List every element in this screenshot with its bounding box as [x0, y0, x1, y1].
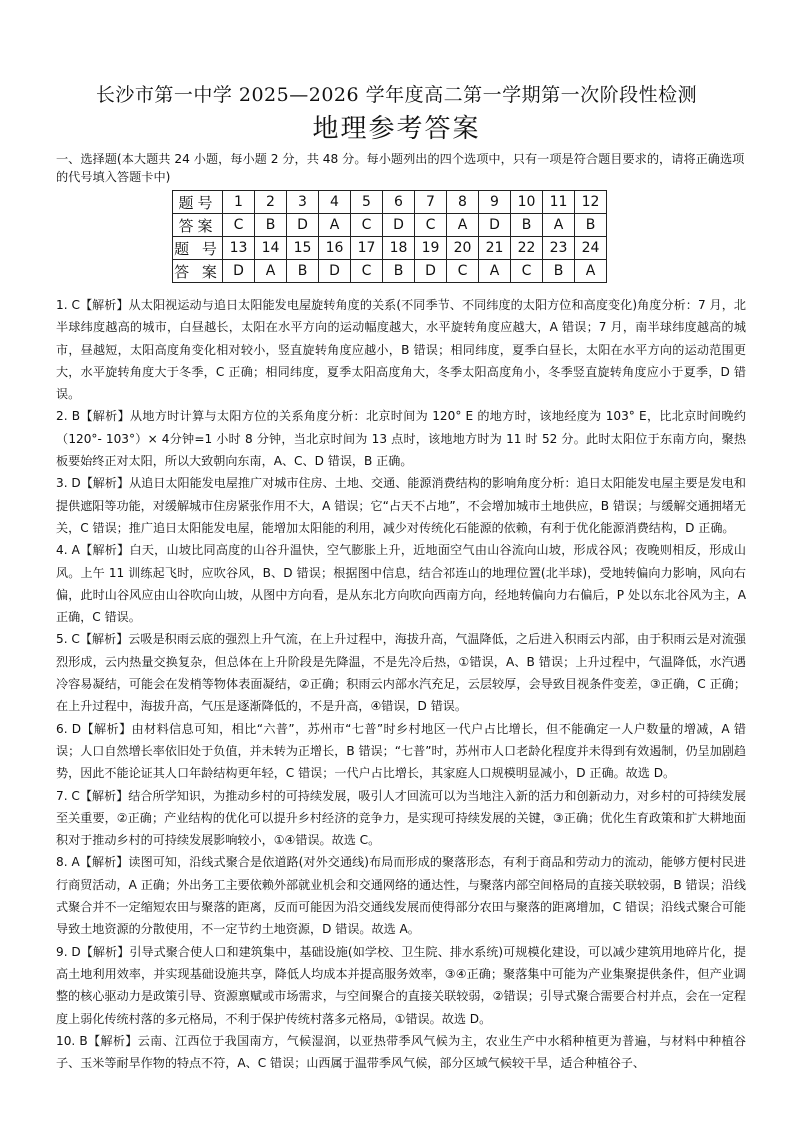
answer-table-cell: A: [543, 214, 575, 237]
answer-table-cell: B: [543, 260, 575, 283]
answer-table-row: [173, 260, 607, 283]
answer-table-cell: A: [479, 260, 511, 283]
explanation-item: 7. C【解析】结合所学知识，为推动乡村的可持续发展，吸引人才回流可以为当地注入新的活力和创新动力，对乡村的可持续发展至关重要，②正确；产业结构的优化可以提升乡村经济的竞争力，是实现可持续发展的关键，③正确；优化生育政策和扩大耕地面积对于推动乡村的可持续发展影响较小，①④错误。故选 C。: [56, 788, 746, 848]
answer-table-row: [173, 237, 607, 260]
answer-table-cell: A: [319, 214, 351, 237]
answer-table-cell: 8: [447, 191, 479, 214]
answer-table-row-label: 答 案: [173, 260, 223, 283]
explanation-item: 8. A【解析】读图可知，沿线式聚合是依道路(对外交通线)布局而形成的聚落形态，有利于商品和劳动力的流动，能够方便村民进行商贸活动，A 正确；外出务工主要依赖外部就业机会和交通网络的通达性，与聚落内部空间格局的直接关联较弱，B 错误；沿线式聚合并不一定缩短农田与聚落的距离，反而可能因为沿交通线发展而使得部分农田与聚落的距离增加，C 错误；沿线式聚合可能导致土地资源的分散使用，不一定节约土地资源，D 错误。故选 A。: [56, 855, 746, 937]
answer-table-cell: D: [287, 214, 319, 237]
answer-table-row-label: 题号: [173, 191, 223, 214]
explanation-item: 10. B【解析】云南、江西位于我国南方，气候湿润，以亚热带季风气候为主，农业生产中水稻种植更为普遍，与材料中种植谷子、玉米等耐旱作物的特点不符，A、C 错误；山西属于温带季风气候，部分区域气候较干旱，适合种植谷子、: [56, 1033, 746, 1071]
explanation-item: 1. C【解析】从太阳视运动与追日太阳能发电屋旋转角度的关系(不同季节、不同纬度的太阳方位和高度变化)角度分析：7 月，北半球纬度越高的城市，白昼越长，太阳在水平方向的运动幅度越大，水平旋转角度应越大，A 错误；7 月，南半球纬度越高的城市，昼越短，太阳高度角变化相对较小，竖直旋转角度应越小，B 错误；相同纬度，夏季白昼长，太阳在水平方向的运动范围更大，水平旋转角度大于冬季，C 正确；相同纬度，夏季太阳高度角大，冬季太阳高度角小，冬季竖直旋转角度应小于夏季，D 错误。: [56, 298, 746, 402]
answer-table-cell: D: [383, 214, 415, 237]
answer-table-cell: B: [511, 214, 543, 237]
answer-table-cell: 20: [447, 237, 479, 260]
answer-table-cell: D: [223, 260, 255, 283]
answer-table-cell: 23: [543, 237, 575, 260]
explanations-list: [56, 294, 746, 1074]
answer-table-cell: C: [351, 260, 383, 283]
answer-table-cell: B: [287, 260, 319, 283]
answer-table-cell: 12: [575, 191, 607, 214]
explanation-item: 5. C【解析】云吸是积雨云底的强烈上升气流，在上升过程中，海拔升高，气温降低，之后进入积雨云内部，由于积雨云是对流强烈形成，云内热量交换复杂，但总体在上升阶段是先降温，不是先冷后热，①错误，A、B 错误；上升过程中，气温降低，水汽遇冷容易凝结，可能会在发梢等物体表面凝结，②正确；积雨云内部水汽充足，云层较厚，会导致目视条件变差，③正确，C 正确；在上升过程中，海拔升高，气压是逐渐降低的，不是升高，④错误，D 错误。: [56, 632, 746, 714]
answer-table-cell: 17: [351, 237, 383, 260]
answer-table: [172, 190, 607, 283]
answer-table-cell: 18: [383, 237, 415, 260]
explanation-item: 6. D【解析】由材料信息可知，相比“六普”，苏州市“七普”时乡村地区一代户占比增长，但不能确定一人户数量的增减，A 错误；人口自然增长率依旧处于负值，并未转为正增长，B 错误；“七普”时，苏州市人口老龄化程度并未得到有效遏制，仍呈加剧趋势，因此不能论证其人口年龄结构更年轻，C 错误；一代户占比增长，其家庭人口规模明显减小，D 正确。故选 D。: [56, 721, 746, 781]
answer-table-cell: 16: [319, 237, 351, 260]
answer-table-cell: 9: [479, 191, 511, 214]
answer-table-cell: 3: [287, 191, 319, 214]
answer-table-cell: 22: [511, 237, 543, 260]
answer-table-row: [173, 214, 607, 237]
answer-table-cell: A: [447, 214, 479, 237]
answer-table-cell: B: [383, 260, 415, 283]
answer-table-cell: 13: [223, 237, 255, 260]
answer-table-cell: 24: [575, 237, 607, 260]
answer-table-cell: D: [319, 260, 351, 283]
answer-table-cell: 10: [511, 191, 543, 214]
explanation-item: 3. D【解析】从追日太阳能发电屋推广对城市住房、土地、交通、能源消费结构的影响角度分析：追日太阳能发电屋主要是发电和提供遮阳等功能，对缓解城市住房紧张作用不大，A 错误；它“占天不占地”，不会增加城市土地供应，B 错误；与缓解交通拥堵无关，C 错误；推广追日太阳能发电屋，能增加太阳能的利用，减少对传统化石能源的依赖，有利于优化能源消费结构，D 正确。: [56, 476, 746, 535]
answer-table-row-label: 题 号: [173, 237, 223, 260]
explanation-item: 4. A【解析】白天，山坡比同高度的山谷升温快，空气膨胀上升，近地面空气由山谷流向山坡，形成谷风；夜晚则相反，形成山风。上午 11 训练起飞时，应吹谷风，B、D 错误；根据图中信息，结合祁连山的地理位置(北半球)，受地转偏向力影响，风向右偏，此时山谷风应由山谷吹向山坡，从图中方向看，是从东北方向吹向西南方向，经地转偏向力右偏后，P 处以东北谷风为主，A 正确，C 错误。: [56, 543, 746, 625]
answer-table-cell: 1: [223, 191, 255, 214]
answer-table-cell: C: [415, 214, 447, 237]
answer-table-cell: 21: [479, 237, 511, 260]
answer-table-row: [173, 191, 607, 214]
page-title: 地理参考答案: [312, 114, 481, 144]
answer-table-cell: C: [447, 260, 479, 283]
answer-table-cell: 11: [543, 191, 575, 214]
answer-table-cell: 6: [383, 191, 415, 214]
answer-table-cell: 14: [255, 237, 287, 260]
answer-table-cell: 5: [351, 191, 383, 214]
answer-table-cell: C: [351, 214, 383, 237]
answer-table-row-label: 答案: [173, 214, 223, 237]
answer-table-cell: B: [255, 214, 287, 237]
explanation-item: 2. B【解析】从地方时计算与太阳方位的关系角度分析：北京时间为 120° E 的地方时，该地经度为 103° E，比北京时间晚约（120°- 103°）× 4分钟=1 小时 8 分钟，当北京时间为 13 点时，该地地方时为 11 时 52 分。此时太阳位于东南方向，聚热板要始终正对太阳，所以大致朝向东南，A、C、D 错误，B 正确。: [56, 409, 746, 469]
exam-title: 长沙市第一中学 2025—2026 学年度高二第一学期第一次阶段性检测: [95, 84, 698, 106]
answer-table-cell: 2: [255, 191, 287, 214]
answer-table-cell: D: [415, 260, 447, 283]
answer-table-cell: B: [575, 214, 607, 237]
explanation-item: 9. D【解析】引导式聚合使人口和建筑集中，基础设施(如学校、卫生院、排水系统)可规模化建设，可以减少建筑用地碎片化，提高土地利用效率，并实现基础设施共享，降低人均成本并提高服务效率，③④正确；聚落集中可能为产业集聚提供条件，但产业调整的核心驱动力是政策引导、资源禀赋或市场需求，与空间聚合的直接关联较弱，②错误；引导式聚合需要合村并点，会在一定程度上弱化传统村落的多元格局，不利于保护传统村落多元格局，①错误。故选 D。: [56, 944, 746, 1026]
answer-table-cell: 7: [415, 191, 447, 214]
answer-table-cell: C: [223, 214, 255, 237]
answer-table-cell: C: [511, 260, 543, 283]
answer-table-cell: 4: [319, 191, 351, 214]
answer-table-cell: 15: [287, 237, 319, 260]
answer-table-cell: A: [255, 260, 287, 283]
answer-table-cell: 19: [415, 237, 447, 260]
section-instructions: 一、选择题(本大题共 24 小题，每小题 2 分，共 48 分。每小题列出的四个选项中，只有一项是符合题目要求的，请将正确选项的代号填入答题卡中): [56, 152, 745, 184]
answer-table-cell: A: [575, 260, 607, 283]
answer-table-cell: D: [479, 214, 511, 237]
